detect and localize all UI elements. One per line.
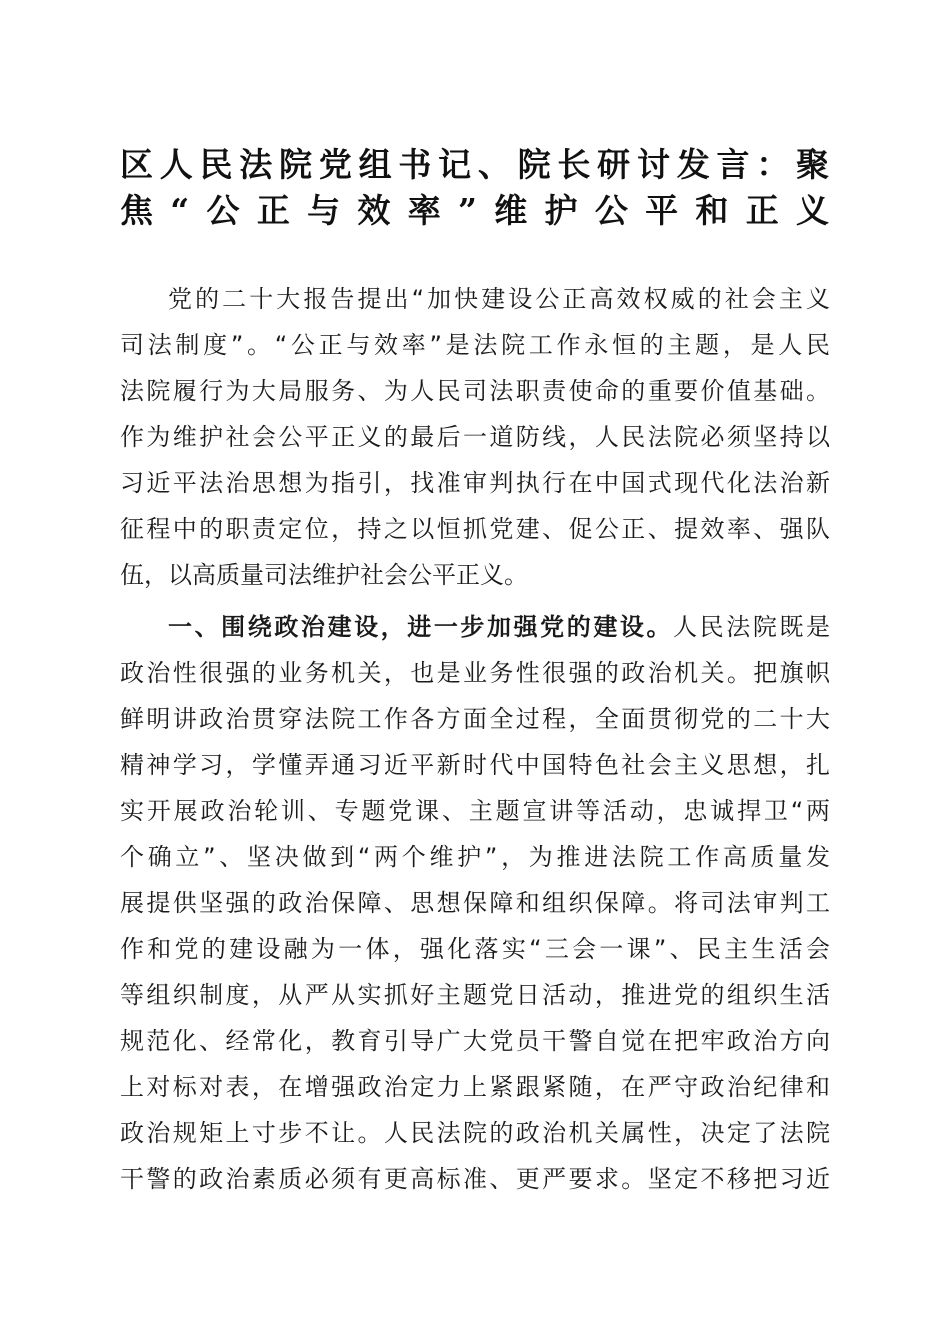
- paragraph-line: 征程中的职责定位，持之以恒抓党建、促公正、提效率、强队: [120, 515, 830, 543]
- document-title: [120, 138, 830, 230]
- paragraph-line: 作和党的建设融为一体，强化落实“三会一课”、民主生活会: [120, 935, 830, 963]
- paragraph-line: 习近平法治思想为指引，找准审判执行在中国式现代化法治新: [120, 469, 830, 497]
- paragraph-line: 实开展政治轮训、专题党课、主题宣讲等活动，忠诚捍卫“两: [120, 797, 830, 825]
- document-body: [120, 276, 830, 1202]
- paragraph-line: 伍，以高质量司法维护社会公平正义。: [120, 561, 528, 589]
- paragraph-line: 规范化、经常化，教育引导广大党员干警自觉在把牢政治方向: [120, 1027, 830, 1055]
- paragraph-2: [120, 604, 830, 1202]
- section-heading: 一、围绕政治建设，进一步加强党的建设。: [168, 613, 674, 641]
- paragraph-line: 政治性很强的业务机关，也是业务性很强的政治机关。把旗帜: [120, 659, 830, 687]
- paragraph-line: 个确立”、坚决做到“两个维护”，为推进法院工作高质量发: [120, 843, 830, 871]
- paragraph-line: 作为维护社会公平正义的最后一道防线，人民法院必须坚持以: [120, 423, 830, 451]
- paragraph-line: 鲜明讲政治贯穿法院工作各方面全过程，全面贯彻党的二十大: [120, 705, 830, 733]
- paragraph-line: 法院履行为大局服务、为人民司法职责使命的重要价值基础。: [120, 377, 830, 405]
- paragraph-line: 司法制度”。“公正与效率”是法院工作永恒的主题，是人民: [120, 331, 830, 359]
- paragraph-line: 精神学习，学懂弄通习近平新时代中国特色社会主义思想，扎: [120, 751, 830, 779]
- paragraph-line: 党的二十大报告提出“加快建设公正高效权威的社会主义: [168, 285, 830, 313]
- paragraph-1: [120, 276, 830, 598]
- paragraph-line: [120, 604, 830, 650]
- title-line-2: 焦“公正与效率”维护公平和正义: [120, 191, 830, 230]
- paragraph-line: 展提供坚强的政治保障、思想保障和组织保障。将司法审判工: [120, 889, 830, 917]
- paragraph-line: 上对标对表，在增强政治定力上紧跟紧随，在严守政治纪律和: [120, 1073, 830, 1101]
- title-line-1: 区人民法院党组书记、院长研讨发言：聚: [120, 145, 830, 184]
- paragraph-line: 干警的政治素质必须有更高标准、更严要求。坚定不移把习近: [120, 1165, 830, 1193]
- paragraph-text: 人民法院既是: [673, 613, 831, 641]
- paragraph-line: 等组织制度，从严从实抓好主题党日活动，推进党的组织生活: [120, 981, 830, 1009]
- paragraph-line: 政治规矩上寸步不让。人民法院的政治机关属性，决定了法院: [120, 1119, 830, 1147]
